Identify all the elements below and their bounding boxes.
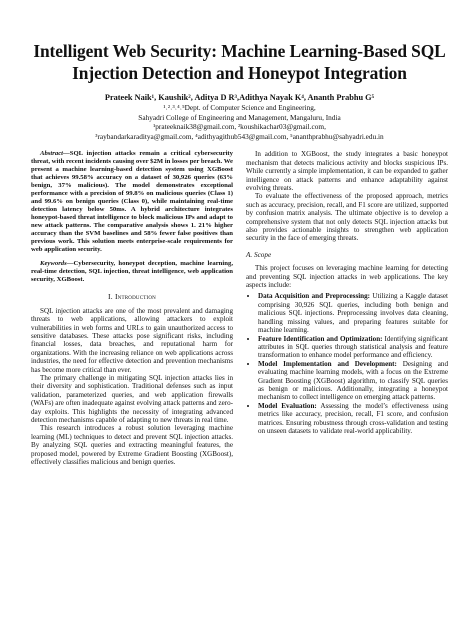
right-paragraph-1: In addition to XGBoost, the study integrates a basic honeypot mechanism that detects malicious activity and blocks suspicious IPs. While currently a simple implementation, it can be expanded to gather intelligence on attack patterns and enhance adaptability against evolving threats. (246, 150, 448, 192)
affiliation-emails-1: ¹prateeknaik38@gmail.com, ²koushikachar03@gmail.com, (153, 122, 326, 132)
list-item (258, 292, 448, 334)
abstract-label: Abstract (40, 150, 64, 158)
right-column (246, 150, 448, 466)
abstract (31, 150, 233, 254)
affiliation-college: Sahyadri College of Engineering and Management, Mangaluru, India (138, 112, 341, 122)
right-paragraph-2: To evaluate the effectiveness of the proposed approach, metrics such as accuracy, precision, recall, and F1 score are utilized, supported by confusion matrix analysis. The ultimate objective is to develop a comprehensive system that not only detects SQL injection attacks but also provides actionable insights to strengthen web application security in the face of emerging threats. (246, 192, 448, 243)
affiliation-dept: ¹˒²˒³˒⁴˒⁵Dept. of Computer Science and Engineering, (163, 103, 316, 112)
intro-paragraph-3: This research introduces a robust solution leveraging machine learning (ML) techniques to detect and prevent SQL injection attacks. By analyzing SQL queries and extracting meaningful features, the proposed model, powered by Extreme Gradient Boosting (XGBoost), effectively classifies malicious and benign queries. (31, 424, 233, 467)
two-column-body (31, 150, 448, 466)
intro-paragraph-2: The primary challenge in mitigating SQL injection attacks lies in their diversity and sophistication. Traditional defenses such as input validation, parameterized queries, and web application firewalls (WAFs) are often inadequate against evolving attack patterns and zero-day exploits. This highlights the necessity of integrating advanced detection mechanisms capable of adapting to new threats in real time. (31, 374, 233, 425)
list-item (258, 335, 448, 360)
bullet-label: Feature Identification and Optimization: (258, 334, 383, 343)
bullet-text: Identifying significant attributes in SQL queries through statistical analysis and feature transformation to enhance model performance and efficiency. (258, 334, 448, 360)
scope-paragraph: This project focuses on leveraging machine learning for detecting and preventing SQL injection attacks in web applications. The key aspects include: (246, 264, 448, 290)
bullet-text: Designing and evaluating machine learning models, with a focus on the Extreme Gradient Boosting (XGBoost) algorithm, to classify SQL queries as benign or malicious. Additionally, integrating a honeypot mechanism to collect intelligence on emerging attack patterns. (258, 359, 448, 402)
bullet-label: Model Implementation and Development: (258, 359, 397, 368)
bullet-label: Data Acquisition and Preprocessing: (258, 292, 371, 301)
keywords-text: —Cybersecurity, honeypot deception, machine learning, real-time detection, SQL injection, threat intelligence, web application security, XGBoost. (31, 260, 233, 284)
keywords (31, 260, 233, 284)
scope-bullet-list (246, 292, 448, 435)
list-item (258, 402, 448, 436)
intro-paragraph-1: SQL injection attacks are one of the most prevalent and damaging threats to web applications, allowing attackers to exploit vulnerabilities in web forms and URLs to gain unauthorized access to sensitive databases. These attacks pose significant risks, including financial losses, data breaches, and reputational harm for organizations. With the increasing reliance on web applications across industries, the need for effective detection and prevention mechanisms has become more critical than ever. (31, 306, 233, 374)
left-column (31, 150, 233, 466)
subsection-heading-scope: A. Scope (246, 250, 272, 259)
affiliation-emails-2: ³raybandarkaraditya@gmail.com, ⁴adithyagithub543@gmail.com, ⁵ananthprabhu@sahyadri.edu.in (95, 131, 384, 141)
abstract-text: —SQL injection attacks remain a critical cybersecurity threat, with recent incidents causing over $2M in losses per breach. We present a machine learning-based detection system using XGBoost that achieves 99.58% accuracy on a dataset of 30,926 queries (63% benign, 37% malicious). The model demonstrates exceptional performance with a precision of 99.8% on malicious queries (Class 1) and 99.6% on benign queries (Class 0), while maintaining real-time detection latency below 50ms. A hybrid architecture integrates honeypot-based threat intelligence to block malicious IPs and adapt to new attack patterns. The comparative analysis shows 1. 21% higher accuracy than the SVM baselines and 58% fewer false positives than previous work. This solution meets enterprise-scale requirements for web application security. (31, 150, 233, 254)
paper-title: Intelligent Web Security: Machine Learning-Based SQL Injection Detection and Honeypot Integration (33, 41, 446, 83)
author-list: Prateek Naik¹, Kaushik², Aditya D R³,Adithya Nayak K⁴, Ananth Prabhu G⁵ (104, 93, 375, 102)
bullet-label: Model Evaluation: (258, 401, 317, 410)
list-item (258, 360, 448, 402)
section-heading-introduction: I. Introduction (108, 292, 156, 302)
bullet-text: Assessing the model’s effectiveness using metrics like accuracy, precision, recall, F1 score, and confusion matrices. Ensuring robustness through cross-validation and testing on unseen datasets to validate real-world applicability. (258, 401, 448, 435)
bullet-text: Utilizing a Kaggle dataset comprising 30,926 SQL queries, including both benign and malicious SQL injections. Preprocessing involves data cleaning, handling missing values, and preparing features suitable for machine learning. (258, 292, 448, 335)
keywords-label: Keywords (40, 260, 67, 268)
